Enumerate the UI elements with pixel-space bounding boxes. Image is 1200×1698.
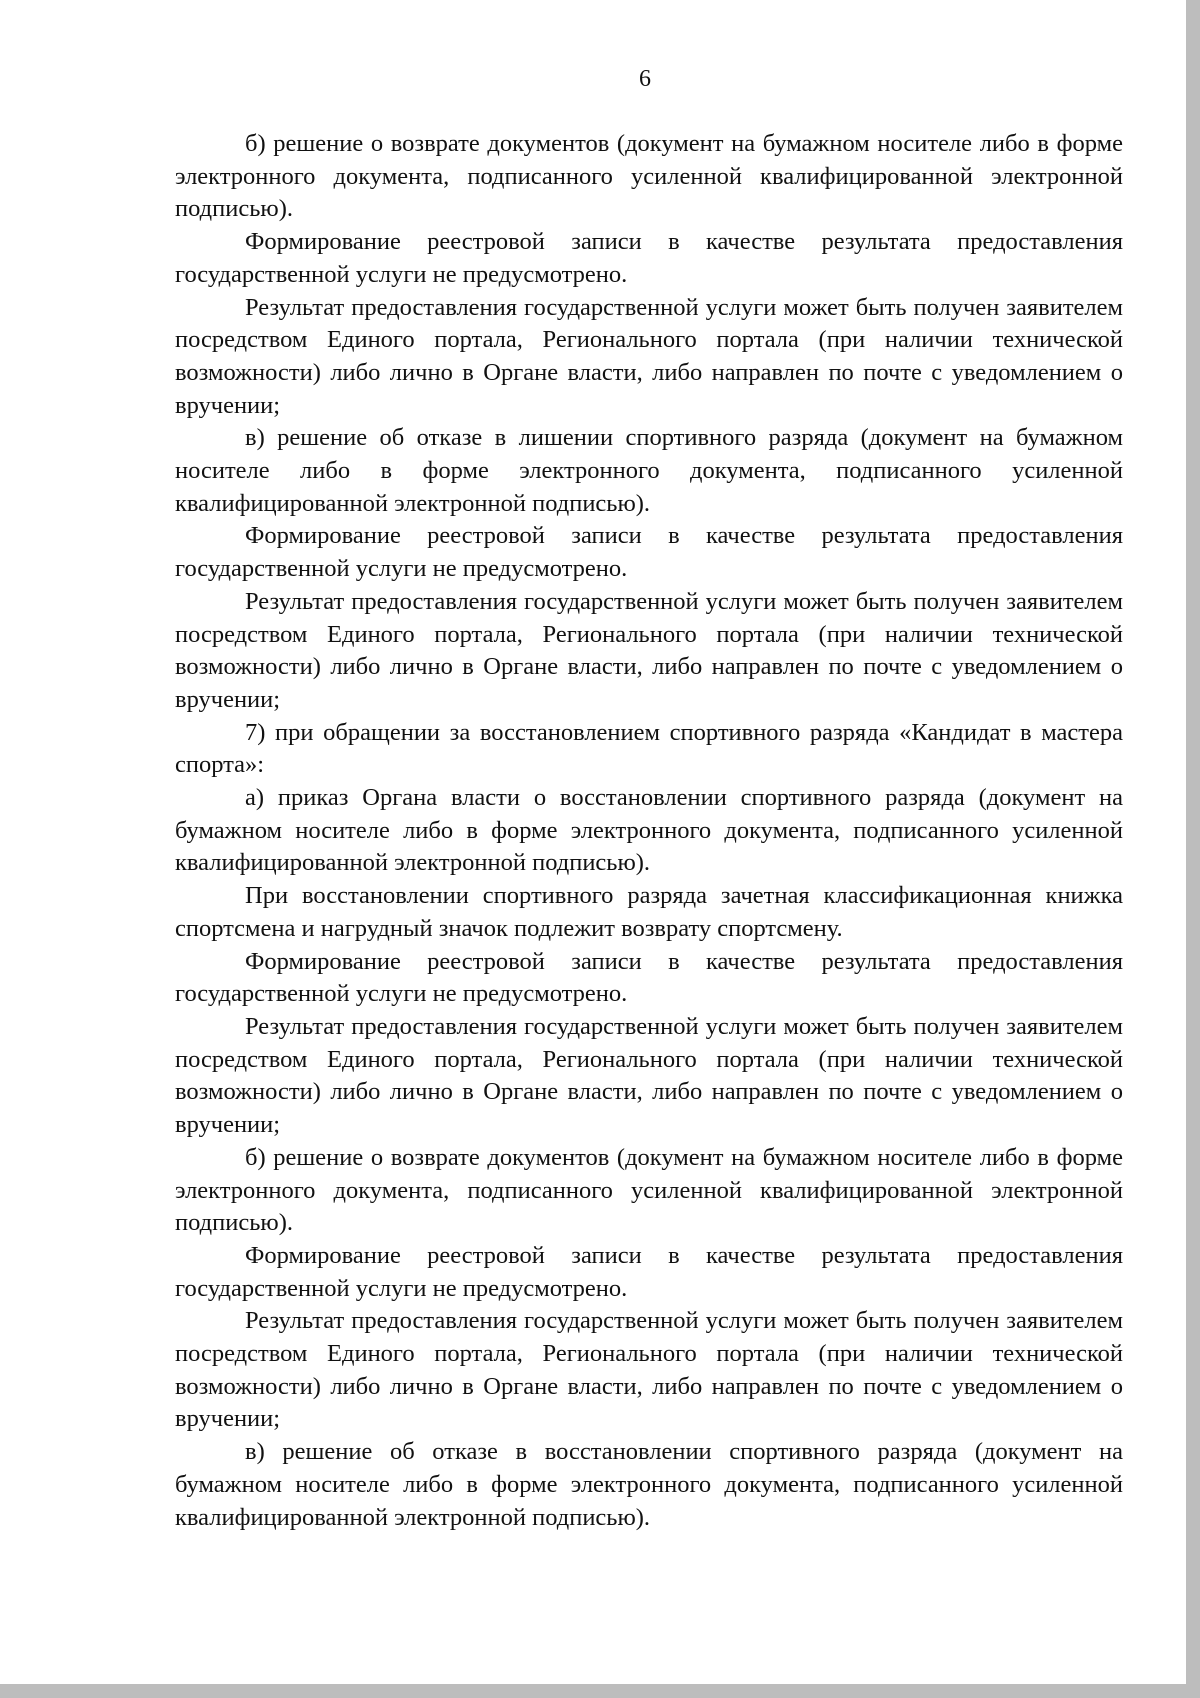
paragraph: Результат предоставления государственной услуги может быть получен заявителем посредством Единого портала, Регионального портала (при наличии технической возможности) либо лично в Органе власти, либо направлен по почте с уведомлением о вручении; [175,293,1123,419]
paragraph: Результат предоставления государственной услуги может быть получен заявителем посредством Единого портала, Регионального портала (при наличии технической возможности) либо лично в Органе власти, либо направлен по почте с уведомлением о вручении; [175,587,1123,713]
paragraph: Формирование реестровой записи в качестве результата предоставления государственной услуги не предусмотрено. [175,947,1123,1008]
scan-margin-right [1186,0,1200,1698]
paragraph: в) решение об отказе в восстановлении спортивного разряда (документ на бумажном носителе либо в форме электронного документа, подписанного усиленной квалифицированной электронной подписью). [175,1438,1123,1531]
paragraph: Результат предоставления государственной услуги может быть получен заявителем посредством Единого портала, Регионального портала (при наличии технической возможности) либо лично в Органе власти, либо направлен по почте с уведомлением о вручении; [175,1307,1123,1433]
scan-margin-bottom [0,1684,1200,1698]
paragraph: б) решение о возврате документов (документ на бумажном носителе либо в форме электронного документа, подписанного усиленной квалифицированной электронной подписью). [175,130,1123,223]
paragraph: Формирование реестровой записи в качестве результата предоставления государственной услуги не предусмотрено. [175,228,1123,288]
paragraph: 7) при обращении за восстановлением спортивного разряда «Кандидат в мастера спорта»: [175,718,1123,779]
paragraph: Формирование реестровой записи в качестве результата предоставления государственной услуги не предусмотрено. [175,522,1123,583]
paragraph: Результат предоставления государственной услуги может быть получен заявителем посредством Единого портала, Регионального портала (при наличии технической возможности) либо лично в Органе власти, либо направлен по почте с уведомлением о вручении; [175,1012,1123,1139]
document-body [175,128,1123,1534]
paragraph: а) приказ Органа власти о восстановлении спортивного разряда (документ на бумажном носителе либо в форме электронного документа, подписанного усиленной квалифицированной электронной подписью). [175,784,1123,877]
page-number: 6 [639,66,651,92]
paragraph: б) решение о возврате документов (документ на бумажном носителе либо в форме электронного документа, подписанного усиленной квалифицированной электронной подписью). [175,1143,1123,1237]
paragraph: в) решение об отказе в лишении спортивного разряда (документ на бумажном носителе либо в форме электронного документа, подписанного усиленной квалифицированной электронной подписью). [175,424,1123,517]
paragraph: При восстановлении спортивного разряда зачетная классификационная книжка спортсмена и нагрудный значок подлежит возврату спортсмену. [175,882,1123,942]
paragraph: Формирование реестровой записи в качестве результата предоставления государственной услуги не предусмотрено. [175,1241,1123,1302]
